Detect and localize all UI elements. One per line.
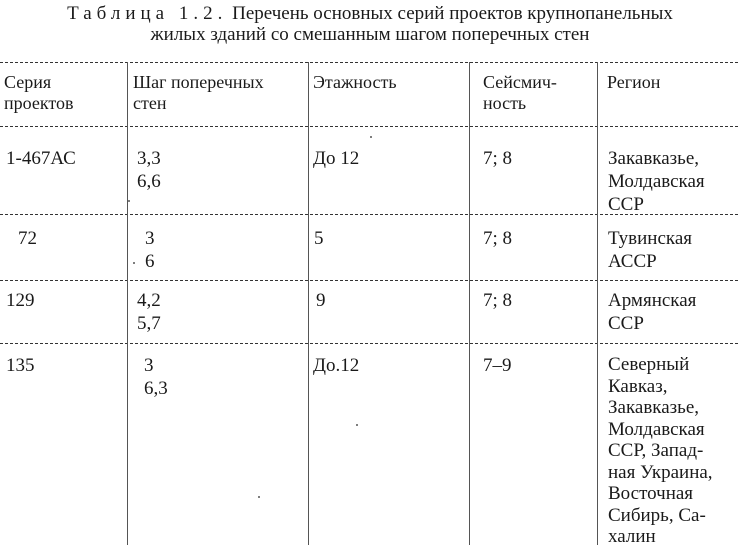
column-divider-1 xyxy=(127,62,128,545)
row-1-series: 1-467АС xyxy=(6,148,76,169)
scan-speck xyxy=(370,136,372,138)
row-4-seismic: 7–9 xyxy=(483,355,512,376)
row-2-seismic: 7; 8 xyxy=(483,228,513,249)
scan-speck xyxy=(133,262,135,264)
row-4-step: 3 6,3 xyxy=(144,355,168,399)
header-seismic: Сейсмич- ность xyxy=(483,72,557,113)
row-1-step: 3,3 6,6 xyxy=(137,148,161,192)
row-1-region: Закавказье, Молдавская ССР xyxy=(608,148,705,215)
row-2-region: Тувинская АССР xyxy=(608,228,693,272)
scan-speck xyxy=(258,496,260,498)
row-4-series: 135 xyxy=(6,355,35,376)
row-1-floors: До 12 xyxy=(313,148,360,169)
header-step: Шаг поперечных стен xyxy=(133,72,264,113)
caption-line-2: жилых зданий со смешанным шагом поперечных стен xyxy=(150,24,590,45)
row-2-series: 72 xyxy=(18,228,37,249)
header-series: Серия проектов xyxy=(4,72,74,113)
row-3-seismic: 7; 8 xyxy=(483,290,513,311)
row-3-region: Армянская ССР xyxy=(608,290,697,334)
row-4-region: Северный Кавказ, Закавказье, Молдавская ССР, Запад- ная Украина, Восточная Сибирь, Са- халин xyxy=(608,354,713,547)
column-divider-3 xyxy=(469,62,470,545)
row-3-floors: 9 xyxy=(316,290,326,311)
column-divider-2 xyxy=(308,62,309,545)
row-3-step: 4,2 5,7 xyxy=(137,290,161,334)
table-caption xyxy=(0,3,740,45)
caption-label: Таблица 1.2. xyxy=(67,3,228,24)
caption-title-1: Перечень основных серий проектов крупнопанельных xyxy=(232,3,673,24)
table-top-rule xyxy=(0,62,738,63)
row-3-series: 129 xyxy=(6,290,35,311)
row-1-seismic: 7; 8 xyxy=(483,148,513,169)
caption-line-1 xyxy=(0,3,740,24)
scan-speck xyxy=(128,200,130,202)
row-divider-3 xyxy=(0,343,738,344)
scan-speck xyxy=(356,424,358,426)
row-divider-2 xyxy=(0,280,738,281)
row-2-floors: 5 xyxy=(314,228,324,249)
row-2-step: 3 6 xyxy=(145,228,155,272)
header-bottom-rule xyxy=(0,126,738,127)
column-divider-4 xyxy=(597,62,598,545)
header-region: Регион xyxy=(607,72,661,92)
header-floors: Этажность xyxy=(313,72,397,92)
row-4-floors: До.12 xyxy=(313,355,360,376)
